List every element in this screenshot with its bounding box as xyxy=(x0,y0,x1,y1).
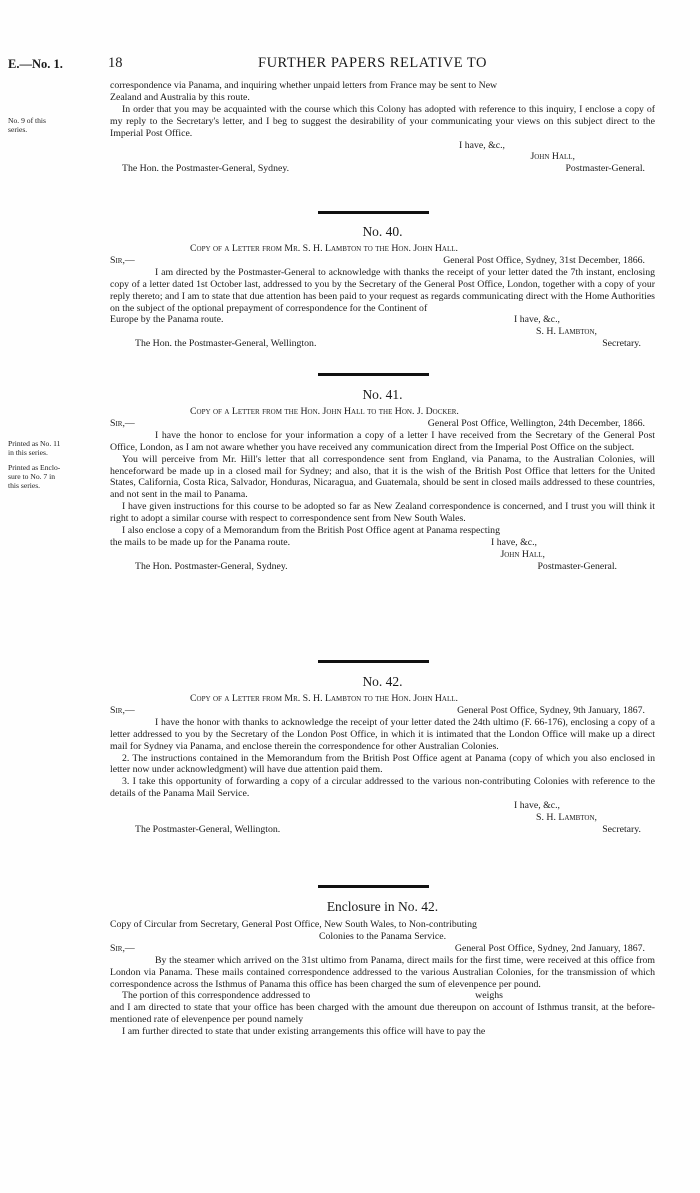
signature: S. H. Lambton, xyxy=(536,326,597,338)
closing: I have, &c., xyxy=(514,314,560,326)
addressee: The Hon. Postmaster-General, Sydney. xyxy=(135,560,288,572)
section-divider xyxy=(318,885,429,888)
letter-heading: Copy of a Letter from Mr. S. H. Lambton to the Hon. John Hall. xyxy=(190,693,458,704)
enclosure-42 xyxy=(110,919,655,1038)
signatory-role: Secretary. xyxy=(602,338,641,350)
signature: John Hall, xyxy=(530,151,575,163)
letter-number: No. 42. xyxy=(362,674,403,689)
paragraph: I have the honor with thanks to acknowledge the receipt of your letter dated the 24th ultimo (F. 66-176), enclosing a copy of a letter addressed to you by the Secretary of the London Post Office, in which it is intimated that the London Office will make up a direct mail for Sydney via Panama, and enclose therein the correspondence for other Australian Colonies. xyxy=(110,716,655,752)
salutation: Sir,— xyxy=(110,254,135,266)
line: correspondence via Panama, and inquiring whether unpaid letters from France may be sent to New xyxy=(110,80,498,91)
line: The portion of this correspondence addressed to xyxy=(122,990,311,1002)
paragraph: By the steamer which arrived on the 31st ultimo from Panama, direct mails for the first time, were received at this office from London via Panama. These mails contained correspondence addressed to the various Australian Colonies, for the transmission of which correspondence across the Isthmus of Panama this office has been charged the sum of elevenpence per pound. xyxy=(110,954,655,990)
margin-note: Printed as No. 11 in this series. xyxy=(8,439,61,457)
margin-note: Printed as Enclo- sure to No. 7 in this series. xyxy=(8,463,61,490)
line: Europe by the Panama route. xyxy=(110,314,224,326)
enclosure-heading: Colonies to the Panama Service. xyxy=(318,930,447,942)
closing: I have, &c., xyxy=(491,536,537,548)
letter-40 xyxy=(110,243,655,350)
paragraph: In order that you may be acquainted with the course which this Colony has adopted with reference to this inquiry, I enclose a copy of my reply to the Secretary's letter, and I beg to suggest the desirability of your communicating your views on this subject direct to the Imperial Post Office. xyxy=(110,103,655,139)
line: Zealand and Australia by this route. xyxy=(110,91,250,103)
letter-number: No. 41. xyxy=(362,387,403,402)
signatory-role: Postmaster-General. xyxy=(537,560,617,572)
section-divider xyxy=(318,660,429,663)
letter-heading: Copy of a Letter from the Hon. John Hall to the Hon. J. Docker. xyxy=(190,406,459,417)
place-date: General Post Office, Wellington, 24th December, 1866. xyxy=(427,417,645,429)
document-reference: E.—No. 1. xyxy=(8,57,63,71)
paragraph: You will perceive from Mr. Hill's letter that all correspondence sent from England, via Panama, to the Australian Colonies, will henceforward be made up in a closed mail for Sydney; and also, that it is the wish of the British Post Office that letters for the United States, California, Costa Rica, Salvador, Honduras, Nicaragua, and Guatemala, should be sent in closed mails addressed to these countries, and not sent in the mail to Panama. xyxy=(110,453,655,501)
signatory-role: Secretary. xyxy=(602,823,641,835)
place-date: General Post Office, Sydney, 9th January, 1867. xyxy=(457,704,645,716)
letter-41 xyxy=(110,406,655,573)
place-date: General Post Office, Sydney, 2nd January, 1867. xyxy=(454,942,645,954)
paragraph: 3. I take this opportunity of forwarding a copy of a circular addressed to the various non-contributing Colonies with reference to the details of the Panama Mail Service. xyxy=(110,776,655,800)
closing: I have, &c., xyxy=(459,139,505,151)
letter-42 xyxy=(110,693,655,836)
paragraph: 2. The instructions contained in the Memorandum from the British Post Office agent at Panama (copy of which you also enclosed in letter now under acknowledgment) will have due attention paid them. xyxy=(110,752,655,776)
paragraph: I have given instructions for this course to be adopted so far as New Zealand correspondence is concerned, and I trust you will think it right to adopt a similar course with respect to correspondence sent from New South Wales. xyxy=(110,501,655,525)
paragraph: I am further directed to state that under existing arrangements this office will have to pay the xyxy=(122,1026,486,1038)
addressee: The Hon. the Postmaster-General, Wellington. xyxy=(135,338,317,350)
page-title: FURTHER PAPERS RELATIVE TO xyxy=(258,55,487,71)
addressee: The Hon. the Postmaster-General, Sydney. xyxy=(122,163,290,175)
enclosure-number: Enclosure in No. 42. xyxy=(326,899,439,914)
section-divider xyxy=(318,211,429,214)
signatory-role: Postmaster-General. xyxy=(565,163,645,175)
page-number: 18 xyxy=(108,55,123,71)
top-continuation xyxy=(110,80,655,175)
line: the mails to be made up for the Panama route. xyxy=(110,536,291,548)
enclosure-heading: Copy of Circular from Secretary, General Post Office, New South Wales, to Non-contributing xyxy=(110,919,477,930)
signature: S. H. Lambton, xyxy=(536,812,597,824)
paragraph: I am directed by the Postmaster-General to acknowledge with thanks the receipt of your letter dated the 7th instant, enclosing copy of a letter dated 1st October last, addressed to you by the Secretary of the General Post Office, London, together with a copy of your reply thereto; and I am to state that due attention has been paid to your request as regards communicating direct with the Home Authorities on the subject of the optional prepayment of correspondence for the Continent of xyxy=(110,266,655,314)
margin-note: No. 9 of this series. xyxy=(8,116,46,134)
paragraph: I have the honor to enclose for your information a copy of a letter I have received from the Secretary of the General Post Office, London, as I am not aware whether you have received any communication direct from the Imperial Post Office on the subject. xyxy=(110,429,655,453)
letter-heading: Copy of a Letter from Mr. S. H. Lambton to the Hon. John Hall. xyxy=(190,243,458,254)
section-divider xyxy=(318,373,429,376)
paragraph: I also enclose a copy of a Memorandum from the British Post Office agent at Panama respecting xyxy=(122,525,500,537)
signature: John Hall, xyxy=(500,548,545,560)
closing: I have, &c., xyxy=(514,800,560,812)
salutation: Sir,— xyxy=(110,942,135,954)
addressee: The Postmaster-General, Wellington. xyxy=(135,823,281,835)
paragraph: and I am directed to state that your office has been charged with the amount due thereupon on account of Isthmus transit, at the before-mentioned rate of elevenpence per pound namely xyxy=(110,1002,655,1026)
place-date: General Post Office, Sydney, 31st December, 1866. xyxy=(443,254,645,266)
line: weighs xyxy=(475,990,503,1002)
salutation: Sir,— xyxy=(110,417,135,429)
salutation: Sir,— xyxy=(110,704,135,716)
letter-number: No. 40. xyxy=(362,224,403,239)
